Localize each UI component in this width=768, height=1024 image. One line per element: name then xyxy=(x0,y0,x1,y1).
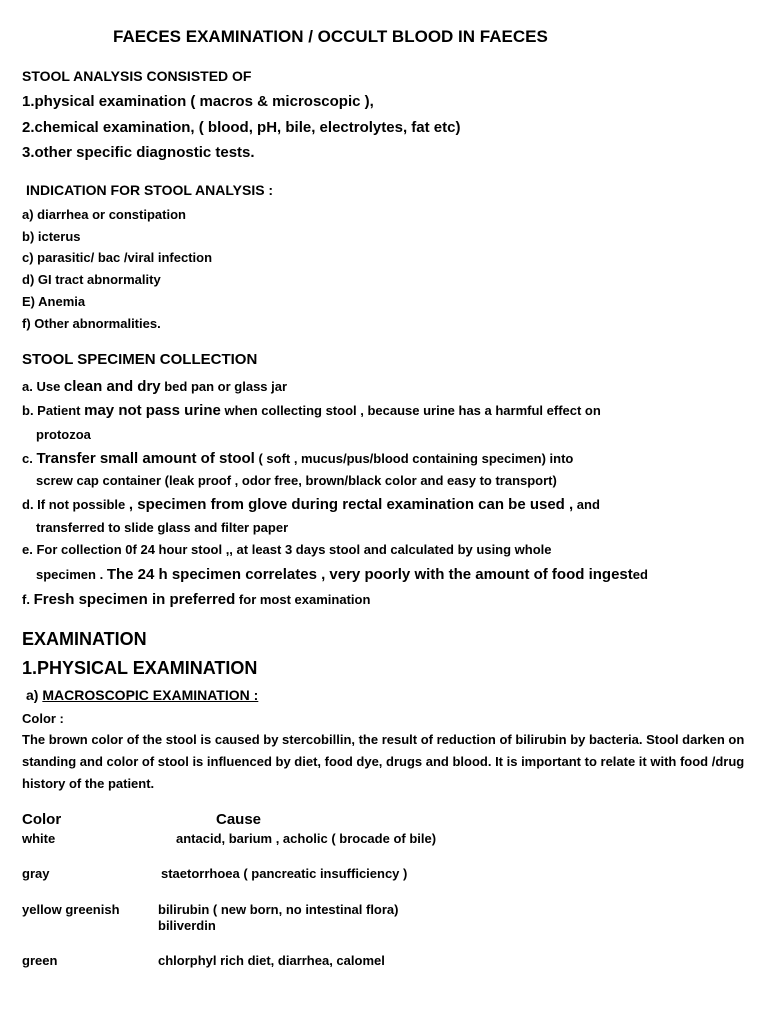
analysis-item: 1.physical examination ( macros & microscopic ), xyxy=(22,93,374,110)
indication-item: a) diarrhea or constipation xyxy=(22,207,186,222)
analysis-item: 2.chemical examination, ( blood, pH, bile, electrolytes, fat etc) xyxy=(22,119,461,136)
collection-item-d xyxy=(22,497,600,512)
item-continuation: transferred to slide glass and filter paper xyxy=(36,520,289,535)
item-text: and xyxy=(573,497,600,512)
collection-item-e: e. For collection 0f 24 hour stool ,, at least 3 days stool and calculated by using whole xyxy=(22,542,552,557)
table-cell-color: yellow greenish xyxy=(22,902,120,917)
collection-item-c xyxy=(22,451,573,466)
indication-item: E) Anemia xyxy=(22,294,86,309)
indication-heading: INDICATION FOR STOOL ANALYSIS : xyxy=(26,182,274,198)
physical-examination-heading: 1.PHYSICAL EXAMINATION xyxy=(22,658,258,678)
item-emphasis: Transfer small amount of stool xyxy=(36,450,255,467)
indication-item: f) Other abnormalities. xyxy=(22,316,161,331)
table-cell-cause: staetorrhoea ( pancreatic insufficiency ) xyxy=(161,866,408,881)
table-cell-cause: antacid, barium , acholic ( brocade of bile) xyxy=(176,831,437,846)
item-text: when collecting stool , because urine has a harmful effect on xyxy=(220,403,601,418)
collection-item-e-continuation xyxy=(36,567,648,582)
table-cell-color: gray xyxy=(22,866,50,881)
collection-item-b xyxy=(22,403,601,418)
indication-item: c) parasitic/ bac /viral infection xyxy=(22,250,213,265)
item-text: d. If not possible xyxy=(22,497,129,512)
item-text: b. Patient xyxy=(22,403,85,418)
item-text: c. xyxy=(22,451,37,466)
item-emphasis: Fresh specimen in preferred xyxy=(33,591,236,608)
item-emphasis: The 24 h specimen correlates , very poorly with the amount of food ingest xyxy=(106,566,633,583)
table-cell-cause: chlorphyl rich diet, diarrhea, calomel xyxy=(158,953,385,968)
table-header-cause: Cause xyxy=(216,811,262,828)
table-cell-cause: biliverdin xyxy=(158,918,216,933)
macroscopic-prefix: a) xyxy=(26,687,43,703)
item-text: ed xyxy=(632,567,648,582)
color-label: Color : xyxy=(22,711,64,726)
analysis-item: 3.other specific diagnostic tests. xyxy=(22,144,255,161)
page-title: FAECES EXAMINATION / OCCULT BLOOD IN FAECES xyxy=(113,27,548,46)
indication-item: d) GI tract abnormality xyxy=(22,272,161,287)
collection-heading: STOOL SPECIMEN COLLECTION xyxy=(22,351,258,368)
item-continuation: screw cap container (leak proof , odor free, brown/black color and easy to transport) xyxy=(36,473,557,488)
item-text: f. xyxy=(22,592,34,607)
collection-item-a xyxy=(22,379,287,394)
collection-item-f xyxy=(22,592,370,607)
item-continuation: protozoa xyxy=(36,427,91,442)
table-cell-color: green xyxy=(22,953,58,968)
indication-item: b) icterus xyxy=(22,229,81,244)
item-emphasis: , specimen from glove during rectal examination can be used , xyxy=(128,496,574,513)
item-text: a. Use xyxy=(22,379,64,394)
item-text: specimen . xyxy=(36,567,107,582)
analysis-heading: STOOL ANALYSIS CONSISTED OF xyxy=(22,68,252,84)
table-header-color: Color xyxy=(22,811,62,828)
item-text: ( soft , mucus/pus/blood containing specimen) into xyxy=(254,451,574,466)
examination-heading: EXAMINATION xyxy=(22,629,147,649)
macroscopic-title: MACROSCOPIC EXAMINATION : xyxy=(42,687,259,703)
macroscopic-heading xyxy=(26,688,258,702)
table-cell-cause: bilirubin ( new born, no intestinal flora) xyxy=(158,902,399,917)
item-text: bed pan or glass jar xyxy=(160,379,288,394)
color-paragraph: The brown color of the stool is caused by stercobillin, the result of reduction of bilirubin by bacteria. Stool darken on standing and color of stool is influenced by diet, food dye, drugs and blood. It is important to relate it with food /drug history of the patient. xyxy=(22,732,745,791)
item-text: for most examination xyxy=(235,592,371,607)
item-emphasis: clean and dry xyxy=(63,378,161,395)
item-emphasis: may not pass urine xyxy=(84,402,221,419)
table-cell-color: white xyxy=(22,831,56,846)
